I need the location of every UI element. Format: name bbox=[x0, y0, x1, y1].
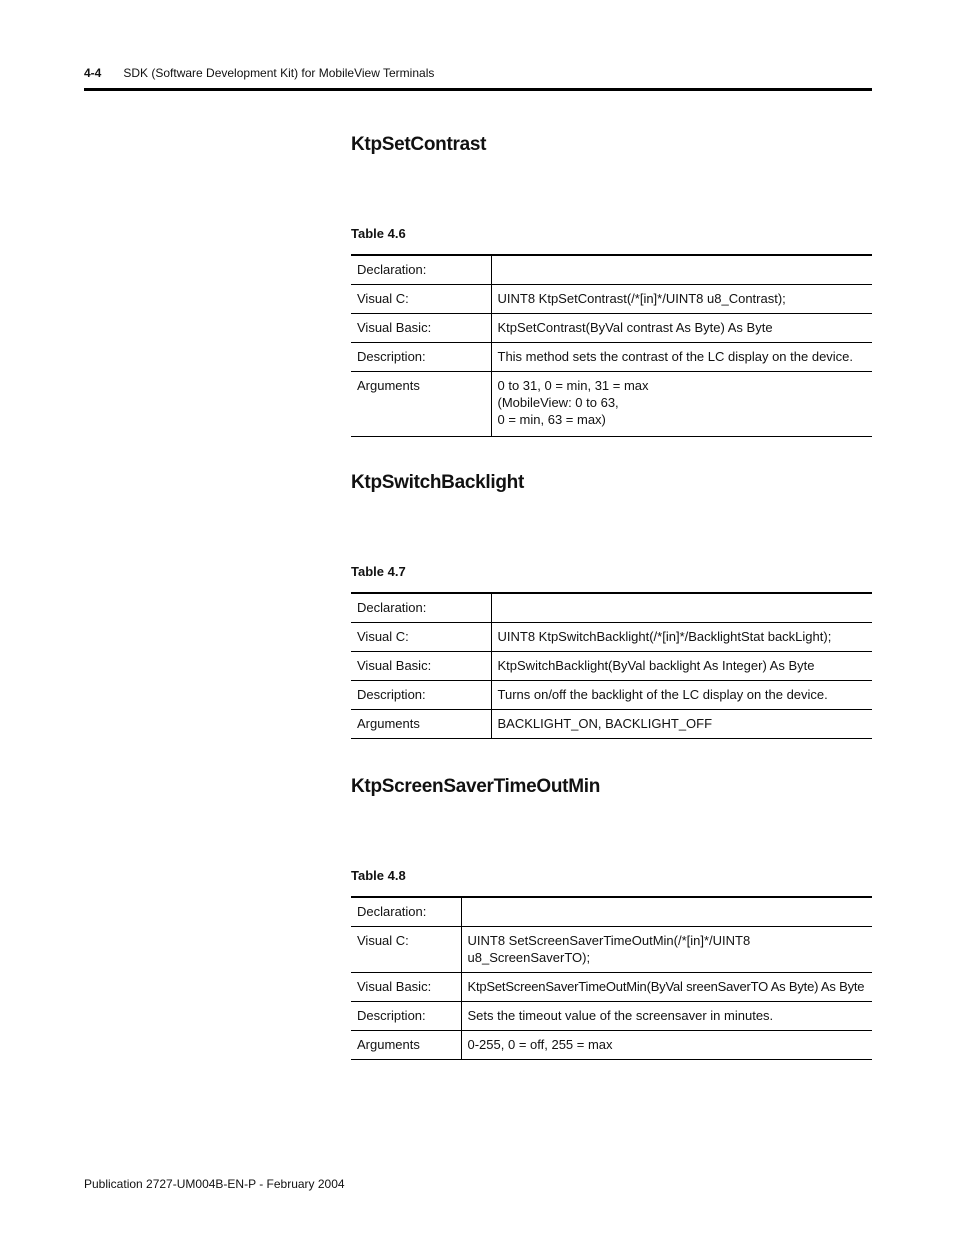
table-row bbox=[351, 1002, 872, 1031]
row-value: UINT8 KtpSetContrast(/*[in]*/UINT8 u8_Contrast); bbox=[497, 291, 786, 306]
row-value bbox=[461, 897, 872, 927]
spec-table-4-8 bbox=[351, 896, 872, 1060]
table-row bbox=[351, 652, 872, 681]
row-value bbox=[491, 593, 872, 623]
section-title-ktpswitchbacklight: KtpSwitchBacklight bbox=[351, 472, 525, 493]
table-caption-4-6: Table 4.6 bbox=[351, 226, 406, 241]
row-label: Visual Basic: bbox=[351, 314, 491, 343]
row-label: Declaration: bbox=[351, 593, 491, 623]
row-label: Description: bbox=[351, 343, 491, 372]
table-row bbox=[351, 927, 872, 973]
row-value: UINT8 SetScreenSaverTimeOutMin(/*[in]*/UINT8 u8_ScreenSaverTO); bbox=[467, 933, 751, 965]
row-value: KtpSwitchBacklight(ByVal backlight As Integer) As Byte bbox=[497, 658, 815, 673]
argument-line: 0 = min, 63 = max) bbox=[497, 412, 606, 427]
spec-table-4-7 bbox=[351, 592, 872, 739]
row-label: Arguments bbox=[351, 1031, 461, 1060]
row-value: Sets the timeout value of the screensaver in minutes. bbox=[467, 1008, 774, 1023]
row-value bbox=[491, 255, 872, 285]
row-value: KtpSetScreenSaverTimeOutMin(ByVal sreenSaverTO As Byte) As Byte bbox=[467, 979, 865, 994]
row-label: Description: bbox=[351, 681, 491, 710]
section-title-ktpsetcontrast: KtpSetContrast bbox=[351, 134, 487, 155]
row-value: 0-255, 0 = off, 255 = max bbox=[467, 1037, 613, 1052]
table-row bbox=[351, 681, 872, 710]
row-label: Declaration: bbox=[351, 255, 491, 285]
row-value: KtpSetContrast(ByVal contrast As Byte) As Byte bbox=[497, 320, 773, 335]
header-rule bbox=[84, 88, 872, 91]
publication-info: Publication 2727-UM004B-EN-P - February 2004 bbox=[84, 1177, 345, 1191]
table-row bbox=[351, 593, 872, 623]
table-row bbox=[351, 343, 872, 372]
running-title: SDK (Software Development Kit) for MobileView Terminals bbox=[123, 66, 435, 80]
table-row bbox=[351, 710, 872, 739]
table-row bbox=[351, 973, 872, 1002]
table-row bbox=[351, 255, 872, 285]
row-label: Visual C: bbox=[351, 927, 461, 973]
spec-table-4-6 bbox=[351, 254, 872, 437]
argument-line: (MobileView: 0 to 63, bbox=[497, 395, 619, 410]
row-value: Turns on/off the backlight of the LC display on the device. bbox=[497, 687, 828, 702]
row-value: This method sets the contrast of the LC display on the device. bbox=[497, 349, 854, 364]
row-label: Arguments bbox=[351, 710, 491, 739]
row-label: Visual C: bbox=[351, 285, 491, 314]
argument-line: 0 to 31, 0 = min, 31 = max bbox=[497, 378, 649, 393]
row-label: Visual Basic: bbox=[351, 652, 491, 681]
section-title-ktpscreensavertimeoutmin: KtpScreenSaverTimeOutMin bbox=[351, 776, 601, 797]
table-row bbox=[351, 372, 872, 437]
page-header bbox=[84, 66, 872, 80]
row-label: Description: bbox=[351, 1002, 461, 1031]
page-number: 4-4 bbox=[84, 66, 102, 80]
row-label: Visual C: bbox=[351, 623, 491, 652]
page-footer bbox=[84, 1177, 345, 1191]
table-row bbox=[351, 285, 872, 314]
table-row bbox=[351, 897, 872, 927]
row-value: UINT8 KtpSwitchBacklight(/*[in]*/BacklightStat backLight); bbox=[497, 629, 832, 644]
row-value bbox=[491, 372, 872, 437]
table-caption-4-7: Table 4.7 bbox=[351, 564, 406, 579]
table-caption-4-8: Table 4.8 bbox=[351, 868, 406, 883]
table-row bbox=[351, 623, 872, 652]
row-value: BACKLIGHT_ON, BACKLIGHT_OFF bbox=[497, 716, 713, 731]
row-label: Visual Basic: bbox=[351, 973, 461, 1002]
row-label: Arguments bbox=[351, 372, 491, 437]
table-row bbox=[351, 314, 872, 343]
row-label: Declaration: bbox=[351, 897, 461, 927]
table-row bbox=[351, 1031, 872, 1060]
